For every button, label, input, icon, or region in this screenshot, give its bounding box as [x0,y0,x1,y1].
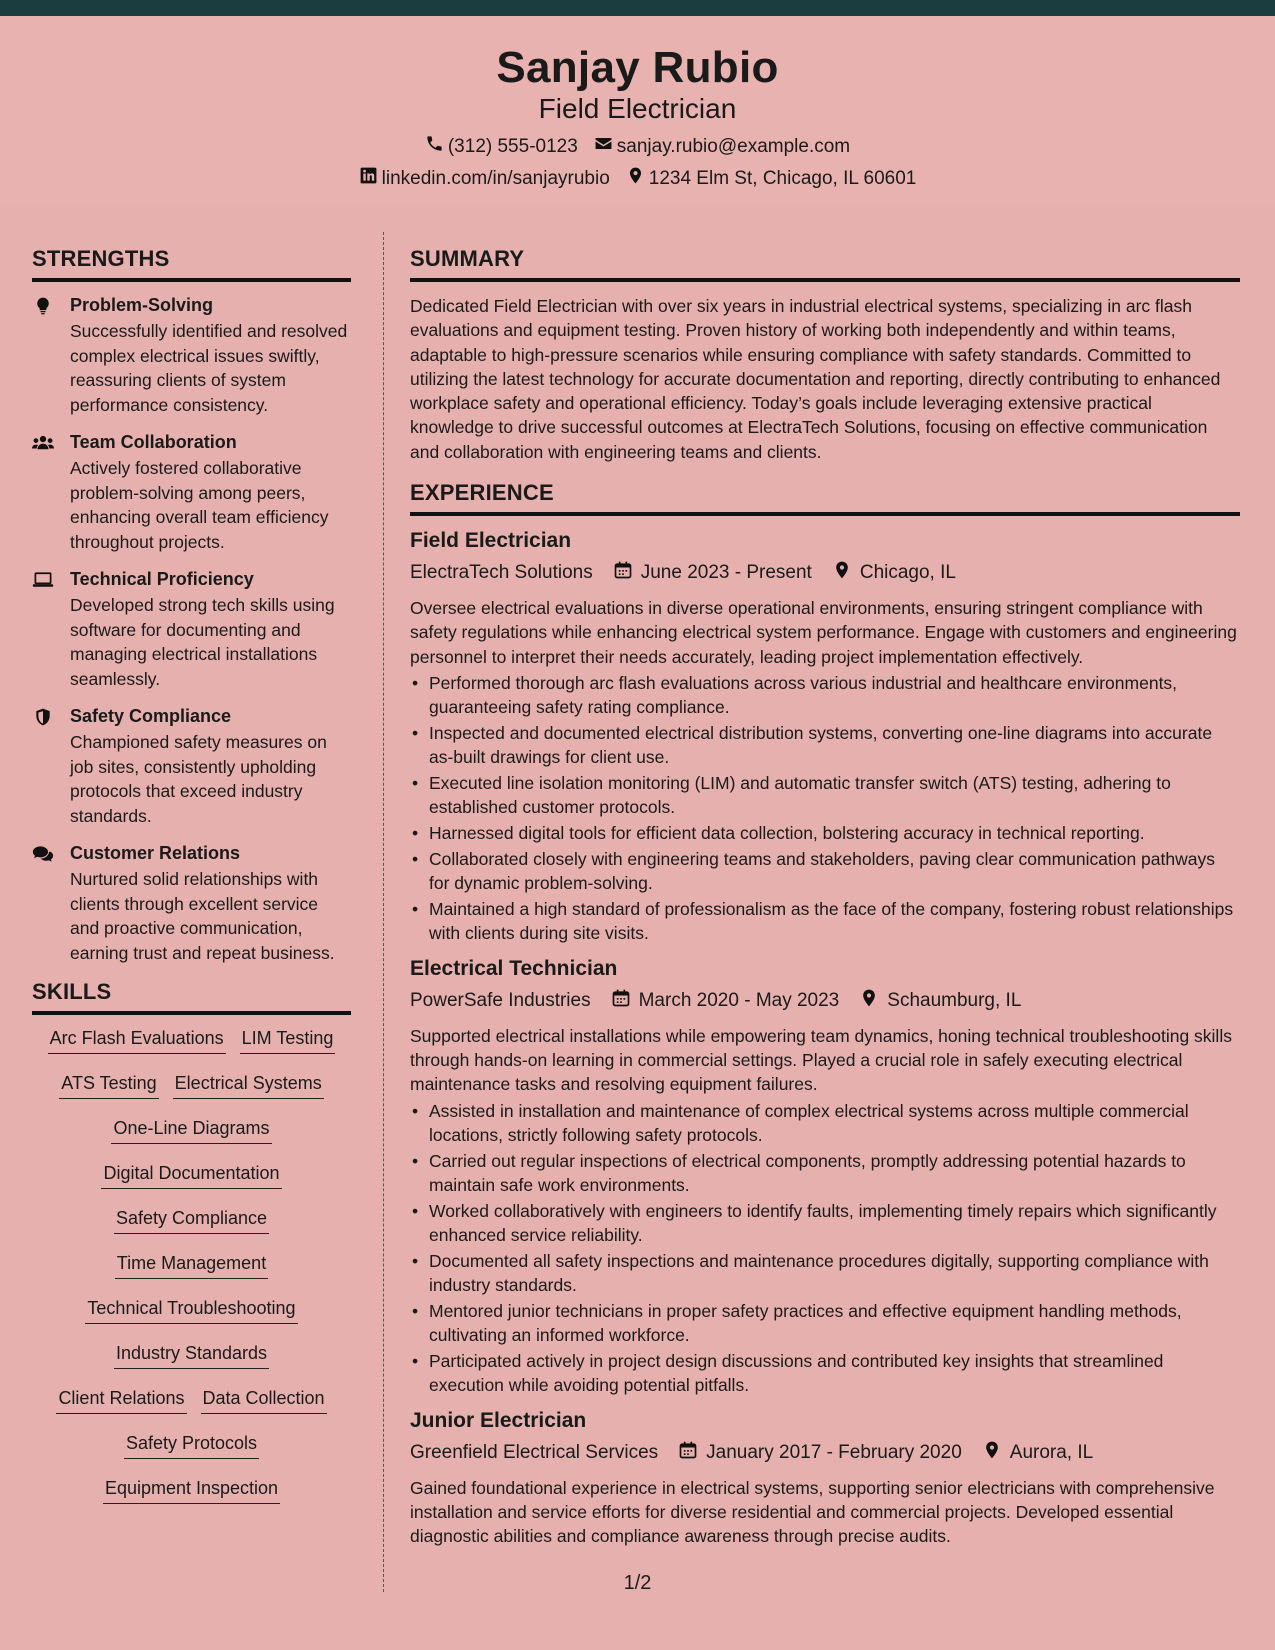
map-marker-icon [832,560,852,586]
skill-tag: Safety Compliance [114,1207,269,1234]
job-title: Field Electrician [410,529,572,553]
calendar-icon [678,1440,698,1466]
calendar-icon [611,988,631,1014]
skill-tag: Equipment Inspection [103,1477,280,1504]
address-contact [626,166,917,191]
strength-item [32,294,351,417]
strength-desc: Championed safety measures on job sites, consistently upholding protocols that exceed industry standards. [70,732,327,826]
contact-row [0,134,1275,159]
summary-text: Dedicated Field Electrician with over six years in industrial electrical systems, specializing in arc flash evaluations and equipment testing. Proven history of working both independently and within teams, adaptable to high-pressure scenarios while ensuring compliance with safety standards. Committed to utilizing the latest technology for accurate documentation and reporting, directly contributing to enhanced workplace safety and operational efficiency. Today’s goals include leveraging extensive practical knowledge to drive successful outcomes at ElectraTech Solutions, focusing on effective communication and collaboration with engineering teams and clients. [410,296,1221,462]
strength-title: Customer Relations [70,843,241,863]
strength-title: Technical Proficiency [70,569,254,589]
linkedin-icon [359,166,378,191]
job-description: Supported electrical installations while empowering team dynamics, honing technical troubleshooting skills through hands-on learning in commercial settings. Played a crucial role in safely executing electrical maintenance tasks and resolving equipment failures. [410,1025,1232,1095]
bullet-item: • Worked collaboratively with engineers to identify faults, implementing timely repairs which significantly enhanced service reliability. [410,1199,1240,1248]
job-location-text: Chicago, IL [859,562,956,584]
map-marker-icon [626,166,645,191]
job-title: Electrical Technician [410,956,618,980]
skill-tag: Arc Flash Evaluations [48,1027,226,1054]
email-contact[interactable] [594,134,850,159]
address-text: 1234 Elm St, Chicago, IL 60601 [648,167,917,189]
strength-item [32,431,351,554]
strength-desc: Actively fostered collaborative problem-solving among peers, enhancing overall team efficiency throughout projects. [70,458,329,552]
email-text: sanjay.rubio@example.com [616,135,851,157]
skill-tag: Digital Documentation [101,1162,281,1189]
job-description: Oversee electrical evaluations in diverse operational environments, ensuring stringent compliance with safety regulations while enhancing electrical system performance. Engage with customers and engineering personnel to interpret their needs accurately, leading project implementation effectively. [410,598,1237,667]
job-location [982,1440,1093,1466]
strength-item [32,842,351,965]
bullet-item: • Harnessed digital tools for efficient data collection, bolstering accuracy in technical reporting. [410,821,1240,845]
column-divider [383,232,384,1592]
right-column [410,246,1240,1549]
bullet-item: • Assisted in installation and maintenance of complex electrical systems across multiple commercial locations, strictly following safety protocols. [410,1099,1240,1148]
bullet-item: • Inspected and documented electrical distribution systems, converting one-line diagrams into accurate as-built drawings for client use. [410,721,1240,770]
bullet-item: • Mentored junior technicians in proper safety practices and effective equipment handling methods, cultivating an informed workforce. [410,1299,1240,1348]
job-meta [410,988,1240,1014]
skill-tag: Industry Standards [114,1342,269,1369]
bullet-item: • Executed line isolation monitoring (LIM) and automatic transfer switch (ATS) testing, adhering to established customer protocols. [410,771,1240,820]
job-dates-text: January 2017 - February 2020 [706,1441,962,1463]
strength-title: Problem-Solving [70,295,214,315]
candidate-name: Sanjay Rubio [496,43,779,92]
skill-tag: Data Collection [201,1387,327,1414]
bullet-item: • Participated actively in project design discussions and contributed key insights that streamlined execution while avoiding potential pitfalls. [410,1349,1240,1398]
skill-tag: Technical Troubleshooting [85,1297,297,1324]
job-dates [613,560,812,586]
bullet-item: • Performed thorough arc flash evaluations across various industrial and healthcare environments, guaranteeing safety rating compliance. [410,671,1240,720]
laptop-icon [32,568,56,691]
top-bar [0,0,1275,16]
map-marker-icon [859,988,879,1014]
left-column [32,246,351,1522]
job-entry [410,528,1240,946]
job-bullets [410,671,1240,946]
company-name: ElectraTech Solutions [410,562,593,584]
job-location-text: Aurora, IL [1009,1441,1094,1463]
comments-icon [32,842,56,965]
envelope-icon [594,134,613,159]
contact-row-2 [0,166,1275,191]
page-number: 1/2 [623,1572,652,1594]
job-dates [611,988,840,1014]
skill-tag: Safety Protocols [124,1432,259,1459]
job-dates [678,1440,962,1466]
skills-list [32,1027,351,1505]
job-description: Gained foundational experience in electrical systems, supporting senior electricians with comprehensive installation and service efforts for diverse residential and commercial projects. Developed essential diagnostic abilities and compliance awareness through precise audits. [410,1477,1215,1547]
strength-item [32,705,351,828]
job-location [859,988,1021,1014]
users-icon [32,431,56,554]
summary-heading: SUMMARY [410,246,1240,282]
skill-tag: LIM Testing [240,1027,336,1054]
skill-tag: One-Line Diagrams [111,1117,271,1144]
calendar-icon [613,560,633,586]
strength-title: Team Collaboration [70,432,237,452]
strength-desc: Nurtured solid relationships with clients through excellent service and proactive communication, earning trust and repeat business. [70,869,335,963]
bullet-item: • Carried out regular inspections of electrical components, promptly addressing potential hazards to maintain safe work environments. [410,1149,1240,1198]
bullet-item: • Collaborated closely with engineering teams and stakeholders, paving clear communication pathways for dynamic problem-solving. [410,847,1240,896]
skill-tag: ATS Testing [59,1072,158,1099]
shield-icon [32,705,56,828]
resume-header [0,16,1275,204]
skills-heading: SKILLS [32,979,351,1015]
job-entry [410,956,1240,1398]
strength-desc: Successfully identified and resolved complex electrical issues swiftly, reassuring clients of system performance consistency. [70,321,348,415]
linkedin-text: linkedin.com/in/sanjayrubio [381,167,610,189]
strength-item [32,568,351,691]
job-dates-text: June 2023 - Present [640,562,812,584]
job-meta [410,1440,1240,1466]
candidate-title: Field Electrician [538,93,737,124]
job-title: Junior Electrician [410,1408,587,1432]
job-location [832,560,956,586]
job-dates-text: March 2020 - May 2023 [638,989,840,1011]
skill-tag: Client Relations [56,1387,186,1414]
strength-desc: Developed strong tech skills using software for documenting and managing electrical installations seamlessly. [70,595,335,689]
phone-text: (312) 555-0123 [447,135,578,157]
job-location-text: Schaumburg, IL [887,989,1022,1011]
company-name: Greenfield Electrical Services [410,1441,659,1463]
job-entry [410,1408,1240,1549]
bullet-item: • Maintained a high standard of professionalism as the face of the company, fostering robust relationships with clients during site visits. [410,897,1240,946]
job-bullets [410,1099,1240,1398]
experience-heading: EXPERIENCE [410,480,1240,516]
skill-tag: Time Management [115,1252,268,1279]
skill-tag: Electrical Systems [173,1072,324,1099]
lightbulb-icon [32,294,56,417]
strength-title: Safety Compliance [70,706,232,726]
bullet-item: • Documented all safety inspections and maintenance procedures digitally, supporting compliance with industry standards. [410,1249,1240,1298]
linkedin-contact[interactable] [359,166,610,191]
phone-contact[interactable] [425,134,578,159]
map-marker-icon [982,1440,1002,1466]
strengths-heading: STRENGTHS [32,246,351,282]
job-meta [410,560,1240,586]
company-name: PowerSafe Industries [410,989,591,1011]
phone-icon [425,134,444,159]
